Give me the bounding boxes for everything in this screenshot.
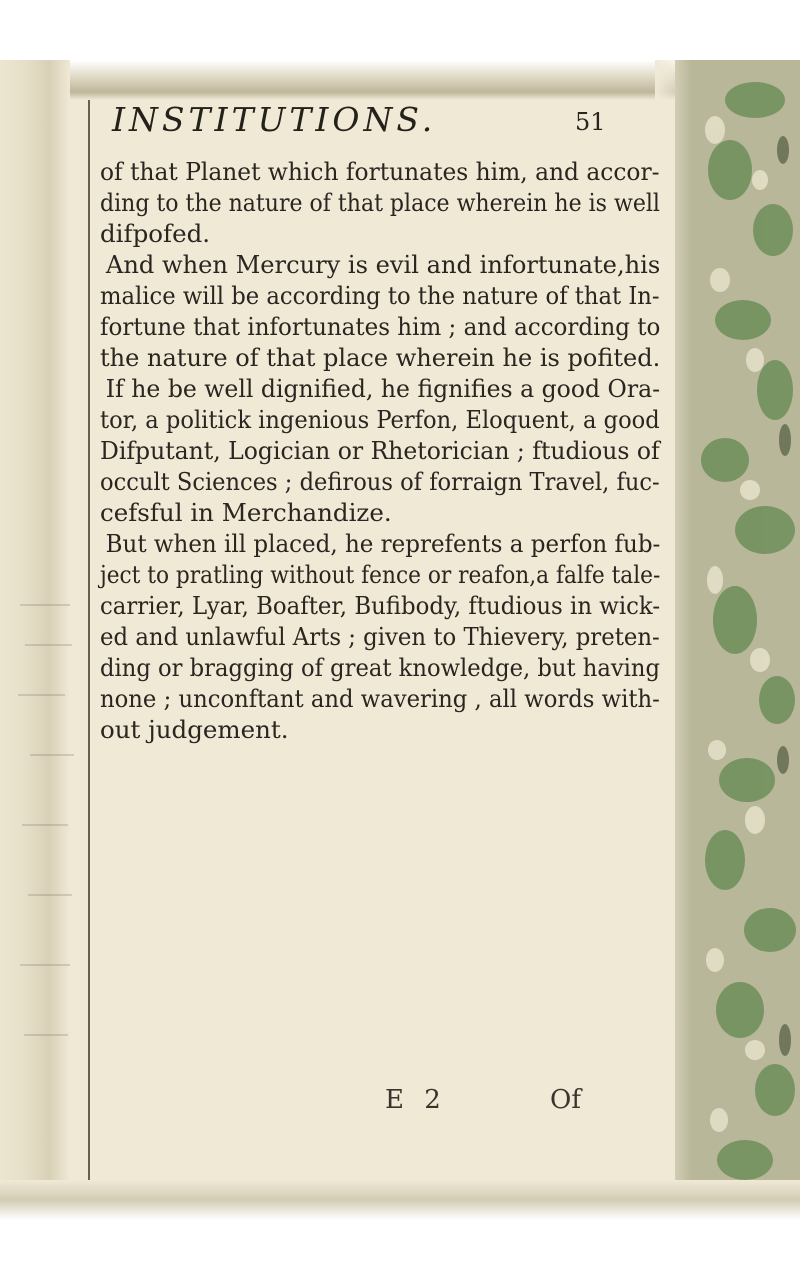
bottom-page-edge-shadow — [0, 1180, 800, 1268]
catchword: Of — [550, 1085, 581, 1115]
text-line: Difputant, Logician or Rhetorician ; ftudious of — [100, 436, 660, 465]
text-line: If he be well dignified, he fignifies a good Ora- — [105, 374, 661, 403]
text-line: And when Mercury is evil and infortunate,his — [105, 250, 661, 279]
text-line: ding or bragging of great knowledge, but having — [100, 653, 660, 682]
text-line: of that Planet which fortunates him, and accor- — [100, 157, 660, 186]
body-text — [100, 156, 660, 745]
text-line: malice will be according to the nature of that In- — [100, 281, 660, 310]
text-line: ed and unlawful Arts ; given to Thievery, preten- — [100, 622, 660, 651]
text-line: occult Sciences ; defirous of forraign Travel, fuc- — [100, 467, 660, 496]
page-content — [100, 100, 661, 1115]
text-line: cefsful in Merchandize. — [100, 498, 392, 527]
facing-page-show-through — [10, 585, 90, 1085]
marbled-book-edge — [655, 60, 800, 1200]
text-line: ding to the nature of that place wherein he is well — [100, 188, 660, 217]
text-line: tor, a politick ingenious Perfon, Eloquent, a good — [100, 405, 660, 434]
text-line: carrier, Lyar, Boafter, Bufibody, ftudious in wick- — [100, 591, 661, 620]
signature-mark: E 2 — [385, 1085, 447, 1115]
text-line: But when ill placed, he reprefents a perfon fub- — [105, 529, 661, 558]
text-line: the nature of that place wherein he is pofited. — [100, 343, 661, 372]
page-header — [100, 100, 660, 152]
running-head: INSTITUTIONS. — [112, 100, 437, 139]
text-line: difpofed. — [100, 219, 211, 248]
text-line: fortune that infortunates him ; and according to — [100, 312, 661, 341]
text-line: none ; unconftant and wavering , all words with- — [100, 684, 660, 713]
text-line: ject to pratling without fence or reafon,a falfe tale- — [100, 560, 661, 589]
page-number: 51 — [575, 108, 606, 136]
text-line: out judgement. — [100, 715, 289, 744]
page-footer — [100, 1085, 660, 1125]
